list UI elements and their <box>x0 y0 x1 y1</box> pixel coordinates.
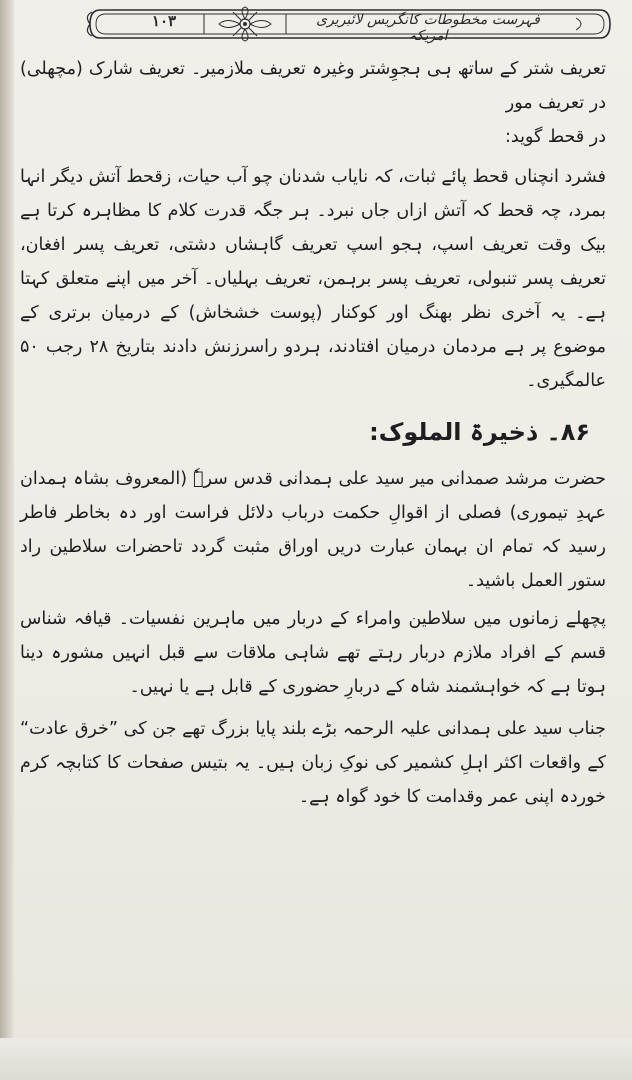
subheading-qahat: در قحط گوید: <box>505 127 606 147</box>
paragraph-4: پچھلے زمانوں میں سلاطین وامراء کے دربار میں ماہرین نفسیات۔ قیافہ شناس قسم کے افراد ملازم دربار رہتے تھے شاہی ملاقات سے قبل انہیں مشورہ دینا ہوتا ہے کہ خواہشمند شاہ کے دربارِ حضوری کے قابل ہے یا نہیں۔ <box>20 609 606 697</box>
page-gutter-shadow <box>0 0 14 1080</box>
paragraph-3: حضرت مرشد صمدانی میر سید علی ہمدانی قدس سرہٗ (المعروف بشاہ ہمدان عہدِ تیموری) فصلی از اقوالِ حکمت درباب دلائل فراست اور دہ بخاطر فاطر رسید کہ تمام ان بہمان عبارت دریں اوراق مثبت گردد تاحضرات سلاطین راد ستور العمل باشید۔ <box>20 469 606 591</box>
paragraph-1: تعریف شتر کے ساتھ ہی ہجوِشتر وغیرہ تعریف ملازمیر۔ تعریف شارک (مچھلی) در تعریف مور <box>20 59 606 113</box>
floral-rosette-icon <box>219 7 271 41</box>
page-body-text <box>20 52 612 814</box>
running-title: فہرست مخطوطات کانگریس لائبریری امریکہ <box>316 12 540 44</box>
entry-heading: ۸۶۔ ذخیرۃ الملوک: <box>369 418 590 446</box>
paragraph-5: جناب سید علی ہمدانی علیہ الرحمہ بڑے بلند پایا بزرگ تھے جن کی ”خرق عادت“ کے واقعات اکثر اہلِ کشمیر کی نوکِ زبان ہیں۔ یہ بتیس صفحات کا کتابچہ کرم خوردہ اپنی عمر وقدامت کا خود گواہ ہے۔ <box>20 719 606 807</box>
ornamental-header <box>86 6 614 42</box>
paragraph-2: فشرد انچناں قحط پائے ثبات، کہ نایاب شدنان چو آب حیات، زقحط آتش دیگر انہا بمرد، چہ قحط کہ آتش ازاں جاں نبرد۔ ہر جگہ قدرت کلام کا مظاہرہ کرتا ہے بیک وقت تعریف اسپ، ہجو اسپ تعریف گاہشاں دشتی، تعریف پسر افغان، تعریف پسر تنبولی، تعریف پسر برہمن، تعریف بہلیاں۔ آخر میں اپنے متعلق کہتا ہے۔ یہ آخری نظر بھنگ اور کوکنار (پوست خشخاش) کے درمیان برتری کے موضوع پر ہے مردمان درمیان افتادند، ہردو راسرزنش دادند بتاریخ ۲۸ رجب ۵۰ عالمگیری۔ <box>20 167 606 391</box>
page-bottom-margin <box>0 1038 632 1080</box>
page-number: ۱۰۳ <box>151 12 177 30</box>
